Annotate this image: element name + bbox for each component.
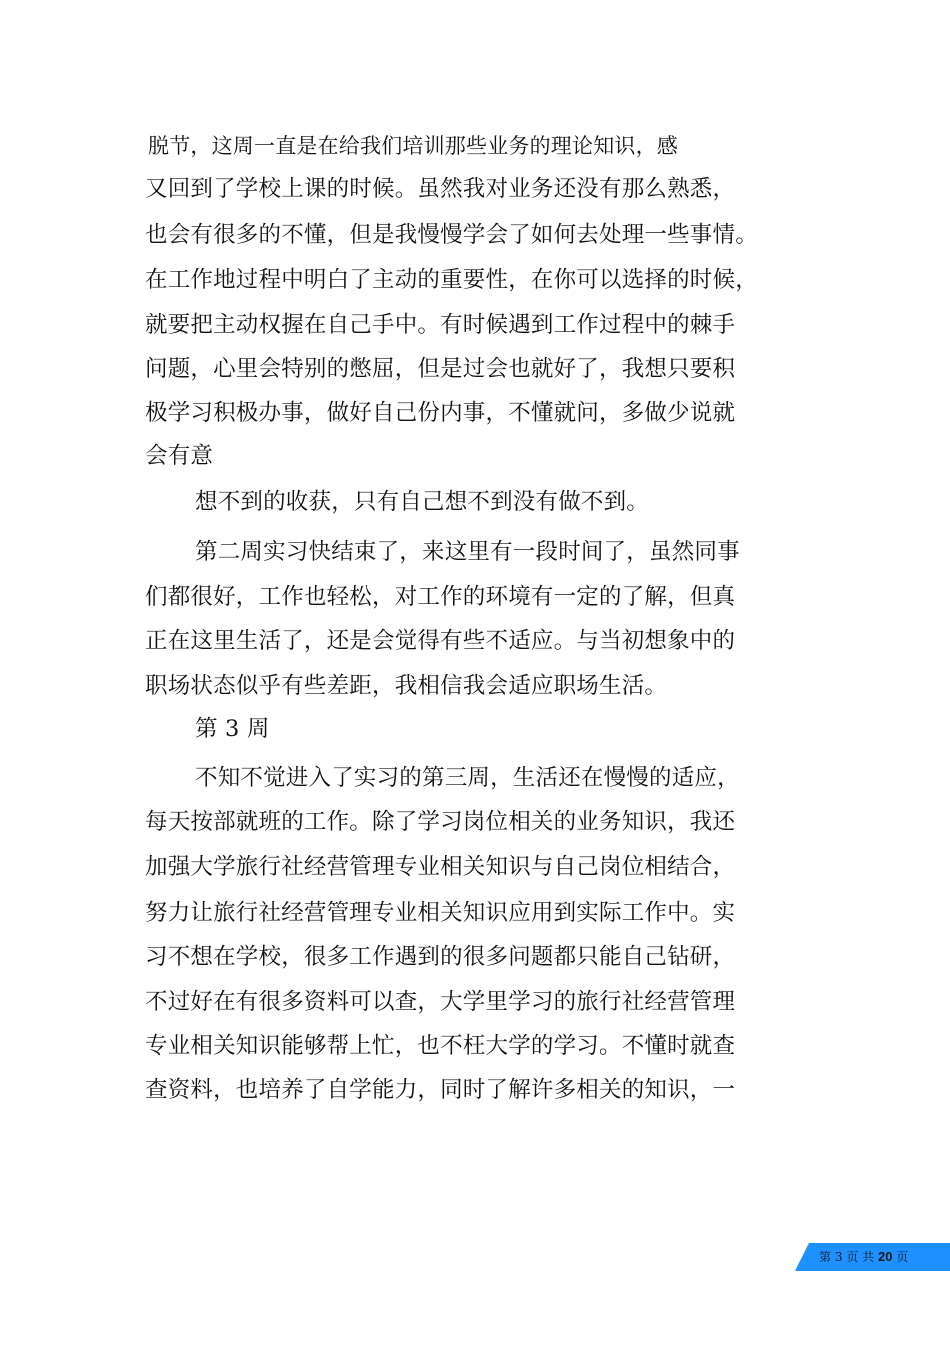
paragraph-line: 也会有很多的不懂，但是我慢慢学会了如何去处理一些事情。 [145, 222, 758, 248]
paragraph-line: 职场状态似乎有些差距，我相信我会适应职场生活。 [145, 673, 668, 699]
page-label-mid: 页 共 [846, 1250, 875, 1264]
paragraph-line: 脱节，这周一直是在给我们培训那些业务的理论知识，感 [148, 134, 678, 158]
total-pages: 20 [877, 1249, 893, 1264]
paragraph-line: 不过好在有很多资料可以查，大学里学习的旅行社经营管理 [145, 989, 736, 1015]
paragraph-line: 努力让旅行社经营管理专业相关知识应用到实际工作中。实 [145, 900, 736, 926]
paragraph-line: 极学习积极办事，做好自己份内事，不懂就问，多做少说就 [145, 400, 736, 426]
paragraph-line: 查资料，也培养了自学能力，同时了解许多相关的知识，一 [145, 1077, 736, 1103]
paragraph-line: 正在这里生活了，还是会觉得有些不适应。与当初想象中的 [145, 628, 736, 654]
page-indicator [819, 1248, 908, 1265]
paragraph-line: 们都很好，工作也轻松，对工作的环境有一定的了解，但真 [145, 584, 736, 610]
paragraph-line: 又回到了学校上课的时候。虽然我对业务还没有那么熟悉， [145, 176, 736, 202]
paragraph-line: 习不想在学校，很多工作遇到的很多问题都只能自己钻研， [145, 944, 736, 970]
paragraph-line: 在工作地过程中明白了主动的重要性，在你可以选择的时候， [145, 267, 758, 293]
paragraph-line: 会有意 [145, 443, 214, 469]
paragraph-line: 专业相关知识能够帮上忙，也不枉大学的学习。不懂时就查 [145, 1033, 736, 1059]
paragraph-line: 问题，心里会特别的憋屈，但是过会也就好了，我想只要积 [145, 356, 736, 382]
section-heading: 第 3 周 [195, 716, 270, 742]
paragraph-line: 不知不觉进入了实习的第三周，生活还在慢慢的适应， [195, 765, 740, 791]
page-number-footer [795, 1243, 950, 1271]
page-label-prefix: 第 [819, 1250, 832, 1264]
paragraph-line: 每天按部就班的工作。除了学习岗位相关的业务知识，我还 [145, 809, 736, 835]
paragraph-line: 就要把主动权握在自己手中。有时候遇到工作过程中的棘手 [145, 312, 736, 338]
current-page-number: 3 [834, 1250, 843, 1264]
paragraph-line: 加强大学旅行社经营管理专业相关知识与自己岗位相结合， [145, 854, 736, 880]
paragraph-line: 第二周实习快结束了，来这里有一段时间了，虽然同事 [195, 539, 740, 565]
paragraph-line: 想不到的收获，只有自己想不到没有做不到。 [195, 489, 650, 515]
page-label-suffix: 页 [896, 1250, 909, 1264]
